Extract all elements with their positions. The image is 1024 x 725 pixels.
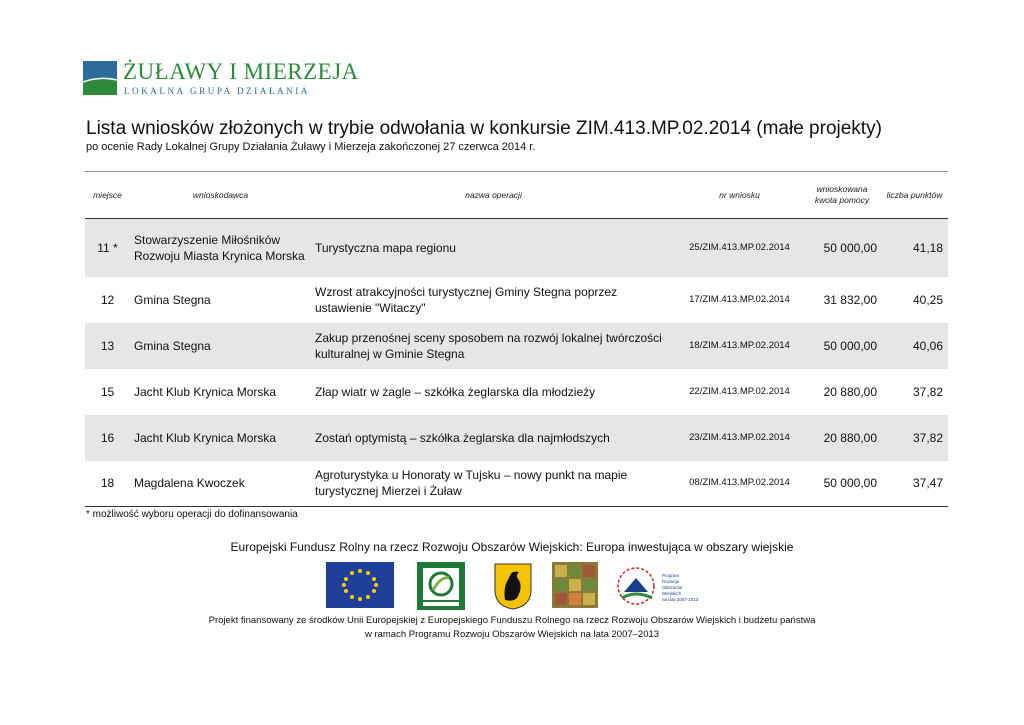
table-row xyxy=(85,415,948,461)
cell-operation: Złap wiatr w żagle – szkółka żeglarska dla młodzieży xyxy=(315,384,596,399)
cell-number: 18/ZIM.413.MP.02.2014 xyxy=(676,323,803,369)
eu-fund-line: Europejski Fundusz Rolny na rzecz Rozwoju Obszarów Wiejskich: Europa inwestująca w obszary wiejskie xyxy=(230,540,794,554)
cell-amount: 20 880,00 xyxy=(803,415,881,461)
cell-points: 40,06 xyxy=(881,323,948,369)
cell-operation: Zostań optymistą – szkółka żeglarska dla najmłodszych xyxy=(311,415,676,461)
cell-number: 17/ZIM.413.MP.02.2014 xyxy=(689,293,790,305)
cell-number: 25/ZIM.413.MP.02.2014 xyxy=(676,219,803,277)
cell-rank: 16 xyxy=(85,415,130,461)
cell-amount: 50 000,00 xyxy=(803,323,881,369)
prow-line-2: Rozwoju xyxy=(662,579,680,584)
lgd-logo-mark-icon xyxy=(83,61,117,95)
cell-amount: 20 880,00 xyxy=(823,384,877,399)
project-line-2: w ramach Programu Rozwoju Obszarów Wiejskich na lata 2007–2013 xyxy=(364,629,660,640)
prow-line-3: Obszarów xyxy=(662,585,683,590)
cell-applicant: Stowarzyszenie Miłośników Rozwoju Miasta Krynica Morska xyxy=(130,219,311,277)
cell-points: 37,47 xyxy=(881,461,948,507)
prow-line-5: na lata 2007-2013 xyxy=(662,597,698,602)
footnote: * możliwość wyboru operacji do dofinansowania xyxy=(86,509,298,520)
col-header-amount-line1: wnioskowana xyxy=(816,184,868,194)
table-row xyxy=(85,219,948,277)
pomorskie-griffin-icon xyxy=(493,562,533,610)
project-line-1: Projekt finansowany ze środków Unii Europejskiej z Europejskiego Funduszu Rolnego na rzecz Rozwoju Obszarów Wiejskich i budżetu państwa xyxy=(208,615,816,626)
cell-number: 22/ZIM.413.MP.02.2014 xyxy=(689,385,790,397)
page-title: Lista wniosków złożonych w trybie odwołania w konkursie ZIM.413.MP.02.2014 (małe projekty) xyxy=(86,118,882,139)
table-row xyxy=(85,277,948,323)
cell-points: 37,82 xyxy=(912,384,943,399)
cell-applicant: Gmina Stegna xyxy=(134,292,211,307)
cell-operation: Turystyczna mapa regionu xyxy=(311,219,676,277)
cell-rank: 12 xyxy=(100,292,115,307)
table-row xyxy=(85,369,948,415)
table-row xyxy=(85,461,948,507)
cell-applicant: Gmina Stegna xyxy=(130,323,311,369)
col-header-rank: miejsce xyxy=(85,172,130,219)
cell-applicant: Jacht Klub Krynica Morska xyxy=(130,415,311,461)
cell-points: 41,18 xyxy=(881,219,948,277)
prow-line-1: Program xyxy=(662,573,680,578)
cell-rank: 13 xyxy=(85,323,130,369)
cell-applicant: Jacht Klub Krynica Morska xyxy=(134,384,277,399)
cell-points: 40,25 xyxy=(912,292,943,307)
table-row xyxy=(85,323,948,369)
cell-operation: Wzrost atrakcyjności turystycznej Gminy Stegna poprzez ustawienie "Witaczy" xyxy=(315,284,618,315)
col-header-amount xyxy=(803,172,881,219)
col-header-operation: nazwa operacji xyxy=(311,172,676,219)
col-header-amount-line2: kwota pomocy xyxy=(814,195,870,205)
lgd-tile-logo-icon xyxy=(552,562,598,608)
cell-operation: Zakup przenośnej sceny sposobem na rozwój lokalnej twórczości kulturalnej w Gminie Stegna xyxy=(311,323,676,369)
applications-table xyxy=(85,171,948,507)
prow-logo-icon xyxy=(614,562,698,610)
cell-amount: 50 000,00 xyxy=(803,219,881,277)
cell-points: 37,82 xyxy=(881,415,948,461)
prow-line-4: Wiejskich xyxy=(662,591,682,596)
table-header-row xyxy=(85,172,948,219)
cell-number: 08/ZIM.413.MP.02.2014 xyxy=(676,461,803,507)
page-subtitle: po ocenie Rady Lokalnej Grupy Działania Żuławy i Mierzeja zakończonej 27 czerwca 2014 r. xyxy=(86,141,536,153)
logo-title: ŻUŁAWY I MIERZEJA xyxy=(123,59,359,84)
lgd-logo xyxy=(83,57,359,101)
col-header-number: nr wniosku xyxy=(676,172,803,219)
col-header-points: liczba punktów xyxy=(881,172,948,219)
cell-amount: 50 000,00 xyxy=(803,461,881,507)
logo-subtitle: LOKALNA GRUPA DZIAŁANIA xyxy=(124,86,310,96)
cell-number: 23/ZIM.413.MP.02.2014 xyxy=(676,415,803,461)
sponsor-logos xyxy=(326,562,698,610)
cell-operation: Agroturystyka u Honoraty w Tujsku – nowy punkt na mapie turystycznej Mierzei i Żuław xyxy=(311,461,676,507)
leader-logo-icon xyxy=(417,562,465,610)
cell-rank: 15 xyxy=(100,384,115,399)
cell-amount: 31 832,00 xyxy=(823,292,877,307)
cell-applicant: Magdalena Kwoczek xyxy=(130,461,311,507)
eu-flag-icon xyxy=(326,562,394,608)
cell-rank: 11 * xyxy=(85,219,130,277)
col-header-applicant: wnioskodawca xyxy=(130,172,311,219)
cell-rank: 18 xyxy=(85,461,130,507)
